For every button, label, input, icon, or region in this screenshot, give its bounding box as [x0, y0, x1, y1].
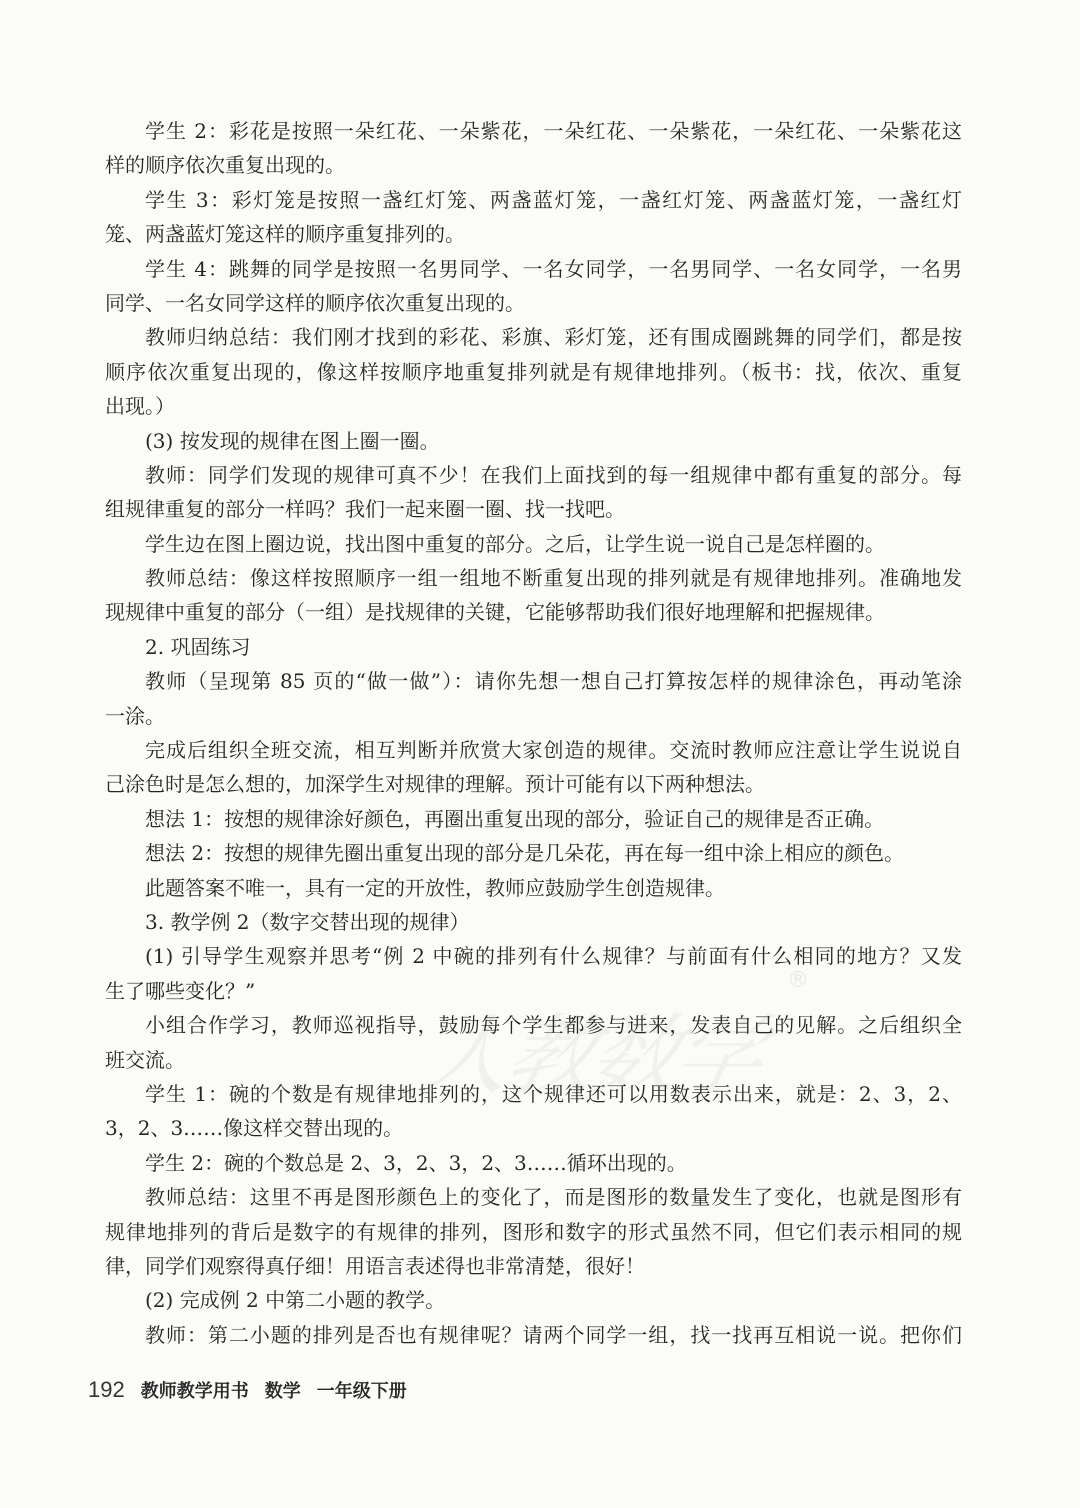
- text-line: 教师总结：像这样按照顺序一组一组地不断重复出现的排列就是有规律地排列。准确地发: [145, 566, 962, 591]
- paragraph: [105, 527, 962, 561]
- text-line: (2) 完成例 2 中第二小题的教学。: [145, 1288, 446, 1313]
- section-heading: [105, 905, 962, 939]
- paragraph: [105, 114, 962, 183]
- paragraph: [105, 1180, 962, 1283]
- text-line: 样的顺序依次重复出现的。: [105, 153, 345, 178]
- paragraph: [105, 1077, 962, 1146]
- text-line: 律，同学们观察得真仔细！用语言表述得也非常清楚，很好！: [105, 1253, 645, 1278]
- text-line: 教师归纳总结：我们刚才找到的彩花、彩旗、彩灯笼，还有围成圈跳舞的同学们，都是按: [145, 325, 962, 350]
- text-line: 学生 4：跳舞的同学是按照一名男同学、一名女同学，一名男同学、一名女同学，一名男: [145, 256, 962, 281]
- text-line: 此题答案不唯一，具有一定的开放性，教师应鼓励学生创造规律。: [145, 875, 725, 900]
- text-line: 教师总结：这里不再是图形颜色上的变化了，而是图形的数量发生了变化，也就是图形有: [145, 1185, 962, 1210]
- text-line: 完成后组织全班交流，相互判断并欣赏大家创造的规律。交流时教师应注意让学生说说自: [145, 738, 962, 763]
- text-line: 出现。）: [105, 394, 175, 419]
- paragraph: [105, 1146, 962, 1180]
- text-line: 想法 2：按想的规律先圈出重复出现的部分是几朵花，再在每一组中涂上相应的颜色。: [145, 841, 905, 866]
- text-line: 同学、一名女同学这样的顺序依次重复出现的。: [105, 290, 525, 315]
- text-line: 教师（呈现第 85 页的“做一做”）：请你先想一想自己打算按怎样的规律涂色，再动笔涂: [145, 669, 962, 694]
- text-line: 组规律重复的部分一样吗？我们一起来圈一圈、找一找吧。: [105, 497, 625, 522]
- paragraph: [105, 1318, 962, 1352]
- text-line: 3. 教学例 2（数字交替出现的规律）: [145, 909, 470, 934]
- text-line: 一涂。: [105, 703, 165, 728]
- text-line: 3，2、3……像这样交替出现的。: [105, 1116, 404, 1141]
- text-line: (3) 按发现的规律在图上圈一圈。: [145, 428, 440, 453]
- text-line: 想法 1：按想的规律涂好颜色，再圈出重复出现的部分，验证自己的规律是否正确。: [145, 806, 885, 831]
- text-line: 2. 巩固练习: [145, 634, 251, 659]
- paragraph: [105, 183, 962, 252]
- paragraph: [105, 424, 962, 458]
- registered-mark: ®: [787, 968, 809, 993]
- text-line: 教师：同学们发现的规律可真不少！在我们上面找到的每一组规律中都有重复的部分。每: [145, 462, 962, 487]
- grade-label: 一年级下册: [316, 1381, 407, 1402]
- text-line: 学生 2：碗的个数总是 2、3，2、3，2、3……循环出现的。: [145, 1150, 687, 1175]
- paragraph: [105, 252, 962, 321]
- paragraph: [105, 664, 962, 733]
- paragraph: [105, 320, 962, 423]
- paragraph: [105, 1283, 962, 1317]
- paragraph: [105, 939, 962, 1008]
- text-line: 小组合作学习，教师巡视指导，鼓励每个学生都参与进来，发表自己的见解。之后组织全: [145, 1013, 962, 1038]
- text-line: 顺序依次重复出现的，像这样按顺序地重复排列就是有规律地排列。（板书：找，依次、重复: [105, 359, 962, 384]
- page-footer: [88, 1374, 423, 1406]
- text-line: 笼、两盏蓝灯笼这样的顺序重复排列的。: [105, 222, 465, 247]
- text-line: 学生 3：彩灯笼是按照一盏红灯笼、两盏蓝灯笼，一盏红灯笼、两盏蓝灯笼，一盏红灯: [145, 187, 962, 212]
- text-line: 生了哪些变化？”: [105, 978, 256, 1003]
- text-line: 学生边在图上圈边说，找出图中重复的部分。之后，让学生说一说自己是怎样圈的。: [145, 531, 885, 556]
- text-line: 学生 2：彩花是按照一朵红花、一朵紫花，一朵红花、一朵紫花，一朵红花、一朵紫花这: [145, 119, 962, 143]
- page-number: 192: [88, 1377, 125, 1402]
- paragraph: [105, 836, 962, 870]
- text-line: 教师：第二小题的排列是否也有规律呢？请两个同学一组，找一找再互相说一说。把你们: [145, 1322, 962, 1347]
- subject-label: 数学: [264, 1381, 301, 1402]
- section-heading: [105, 630, 962, 664]
- paragraph: [105, 458, 962, 527]
- paragraph: [105, 1008, 962, 1077]
- paragraph: [105, 802, 962, 836]
- paragraph: [105, 871, 962, 905]
- text-line: 班交流。: [105, 1047, 185, 1072]
- text-line: 学生 1：碗的个数是有规律地排列的，这个规律还可以用数表示出来，就是：2、3，2、: [145, 1081, 962, 1106]
- text-line: 己涂色时是怎么想的，加深学生对规律的理解。预计可能有以下两种想法。: [105, 772, 765, 797]
- book-title: 教师教学用书: [140, 1381, 249, 1402]
- paragraph: [105, 561, 962, 630]
- body-text: [105, 114, 962, 1352]
- paragraph: [105, 733, 962, 802]
- text-line: 规律地排列的背后是数字的有规律的排列，图形和数字的形式虽然不同，但它们表示相同的规: [105, 1219, 962, 1244]
- text-line: 现规律中重复的部分（一组）是找规律的关键，它能够帮助我们很好地理解和把握规律。: [105, 600, 885, 625]
- text-line: (1) 引导学生观察并思考“例 2 中碗的排列有什么规律？与前面有什么相同的地方？又发: [145, 944, 962, 969]
